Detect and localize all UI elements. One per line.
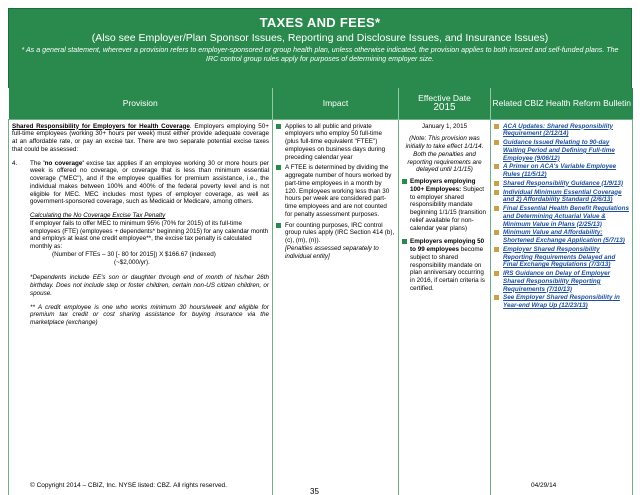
- column-header-provision: Provision: [9, 88, 273, 119]
- bulletin-item: [494, 189, 629, 205]
- page-subtitle: (Also see Employer/Plan Sponsor Issues, Reporting and Disclosure Issues, and Insurance Issues): [91, 32, 549, 44]
- bullet-square-icon: [494, 164, 499, 169]
- bullet-square-icon: [402, 179, 407, 184]
- formula-value: (~$2,000/yr).: [114, 258, 150, 266]
- bullet-square-icon: [494, 247, 499, 252]
- bullet-square-icon: [494, 181, 499, 186]
- header-note: * As a general statement, wherever a provision refers to employer-sponsored or group health plan, unless otherwise indicated, the provision applies to both insured and self-funded plans. The IRC control group rules apply for purposes of determining employer size.: [21, 46, 619, 63]
- table-row: [9, 119, 633, 495]
- bullet-square-icon: [276, 223, 281, 228]
- effective-date-cell: [399, 119, 491, 495]
- bulletin-cell: [491, 119, 633, 495]
- bulletin-item: [494, 246, 629, 269]
- bulletin-item: [494, 180, 629, 188]
- table-header-row: [9, 88, 633, 119]
- provision-lead: Shared Responsibility for Employers for Health Coverage. Employers employing 50+ full-time employees (working 30+ hours per week) must either provide adequate coverage at an affordable rate, or pay an excise tax. There are two separate potential excise taxes that could be assessed:: [12, 122, 269, 153]
- bulletin-link[interactable]: Individual Minimum Essential Coverage and 2) Affordability Standard (2/6/13): [503, 188, 622, 204]
- bullet-square-icon: [494, 124, 499, 129]
- list-item: Applies to all public and private employers who employ 50 full-time (plus full-time equivalent "FTEE") employees on business days during preceding calendar year: [276, 123, 395, 162]
- item-number: 4.: [12, 159, 18, 167]
- impact-note: [Penalties assessed separately to individual entity]: [285, 244, 379, 260]
- footnote-credit-employee: ** A credit employee is one who works minimum 30 hours/week and eligible for premium tax credit or cost sharing assistance for buying insurance via the marketplace (exchange): [30, 303, 269, 326]
- provision-item: [12, 160, 269, 213]
- bulletin-link[interactable]: Final Essential Health Benefit Regulations and Determining Actuarial Value & Minimum Value in Plans (2/25/13): [503, 205, 629, 228]
- effective-note: (Note: This provision was initially to take effect 1/1/14. Both the penalties and reporting requirements are delayed until 1/1/15): [405, 135, 484, 174]
- effective-block-large: Employers employing 100+ Employees: Subject to employer shared responsibility mandate beginning 1/1/15 (transition relief available for non-calendar year plans): [402, 178, 487, 232]
- formula: (Number of FTEs – 30 [- 80 for 2015]) X $166.67 (indexed): [52, 250, 216, 258]
- bulletin-link[interactable]: Minimum Value and Affordability; Shortened Exchange Application (5/7/13): [503, 229, 625, 244]
- list-item: For counting purposes, IRC control group rules apply (IRC Section 414 (b), (c), (m), (n)). [Penalties assessed separately to individual entity]: [276, 222, 395, 261]
- page-number: 35: [310, 487, 319, 495]
- bullet-square-icon: [494, 206, 499, 211]
- page-header: [8, 8, 632, 88]
- bulletin-link[interactable]: ACA Updates: Shared Responsibility Requirement (2/12/14): [503, 122, 613, 138]
- column-header-effective-date: [399, 88, 491, 119]
- footer-date: 04/29/14: [531, 482, 557, 489]
- impact-cell: [273, 119, 399, 495]
- page-title: TAXES AND FEES*: [259, 15, 381, 30]
- provisions-table: [8, 88, 633, 495]
- calculation-section: [12, 212, 269, 327]
- bulletin-item: [494, 229, 629, 245]
- bulletin-link[interactable]: Employer Shared Responsibility Reporting Requirements Delayed and Final Exchange Regulations (7/3/13): [503, 245, 616, 269]
- bulletin-link[interactable]: Shared Responsibility Guidance (1/9/13): [503, 179, 624, 187]
- bullet-square-icon: [494, 230, 499, 235]
- column-header-impact: Impact: [273, 88, 399, 119]
- bulletin-item: [494, 123, 629, 139]
- bullet-square-icon: [494, 140, 499, 145]
- footnote-dependents: *Dependents include EE's son or daughter through end of month of his/her 26th birthday. Does not include step or foster children, certain non-US citizen children, or spouse.: [30, 274, 269, 297]
- bullet-square-icon: [402, 239, 407, 244]
- calculation-title: Calculating the No Coverage Excise Tax Penalty: [30, 212, 166, 219]
- bulletin-item: [494, 205, 629, 228]
- effective-date-label: Effective Date: [418, 93, 471, 104]
- bulletin-link[interactable]: A Primer on ACA's Variable Employee Rules (11/5/12): [503, 163, 617, 178]
- effective-block-mid: Employers employing 50 to 99 employees become subject to shared responsibility mandate on plan anniversary occurring in 2016, if certain criteria is certified.: [402, 238, 487, 292]
- bulletin-link[interactable]: IRS Guidance on Delay of Employer Shared Responsibility Reporting Requirements (7/10/13): [503, 270, 611, 293]
- item-text: The 'no coverage' excise tax applies if an employee working 30 or more hours per week is offered no coverage, or coverage that is less than minimum essential coverage ("MEC"), and if the employee qualifies for premium assistance, i.e., the individual makes between 100% and 400% of the federal poverty level and is not eligible for MEC. MEC includes most types of employer coverage, as well as government-sponsored coverage, such as Medicaid or Medicare, among others.: [30, 159, 269, 206]
- bullet-square-icon: [494, 190, 499, 195]
- list-item: A FTEE is determined by dividing the aggregate number of hours worked by part-time employees in a month by 120. Employees working less than 30 hours per week are considered part-time employees and are not counted for penalty assessment purposes.: [276, 164, 395, 218]
- bulletin-item: [494, 270, 629, 293]
- calculation-text: If employer fails to offer MEC to minimum 95% (70% for 2015) of its full-time employees (FTE) (employees + dependents* beginning 2015) for any calendar month and employs at least one credit employee**, the excise tax penalty is calculated monthly as:: [30, 219, 269, 250]
- effective-date: January 1, 2015: [421, 122, 468, 130]
- bulletin-item: [494, 163, 629, 179]
- bulletin-link[interactable]: Guidance Issued Relating to 90-day Waiting Period and Defining Full-time Employee (9/06/12): [503, 139, 615, 162]
- footer-copyright: © Copyright 2014 – CBIZ, Inc. NYSE listed: CBZ. All rights reserved.: [30, 482, 227, 489]
- bullet-square-icon: [494, 295, 499, 300]
- bulletin-item: [494, 294, 629, 310]
- column-header-bulletin: Related CBIZ Health Reform Bulletin: [491, 88, 633, 119]
- bullet-square-icon: [494, 271, 499, 276]
- bulletin-link[interactable]: See Employer Shared Responsibility in Year-end Wrap Up (12/23/13): [503, 294, 620, 309]
- provision-cell: [9, 119, 273, 495]
- effective-year: 2015: [433, 102, 456, 114]
- bullet-square-icon: [276, 124, 281, 129]
- bullet-square-icon: [276, 165, 281, 170]
- bulletin-item: [494, 139, 629, 162]
